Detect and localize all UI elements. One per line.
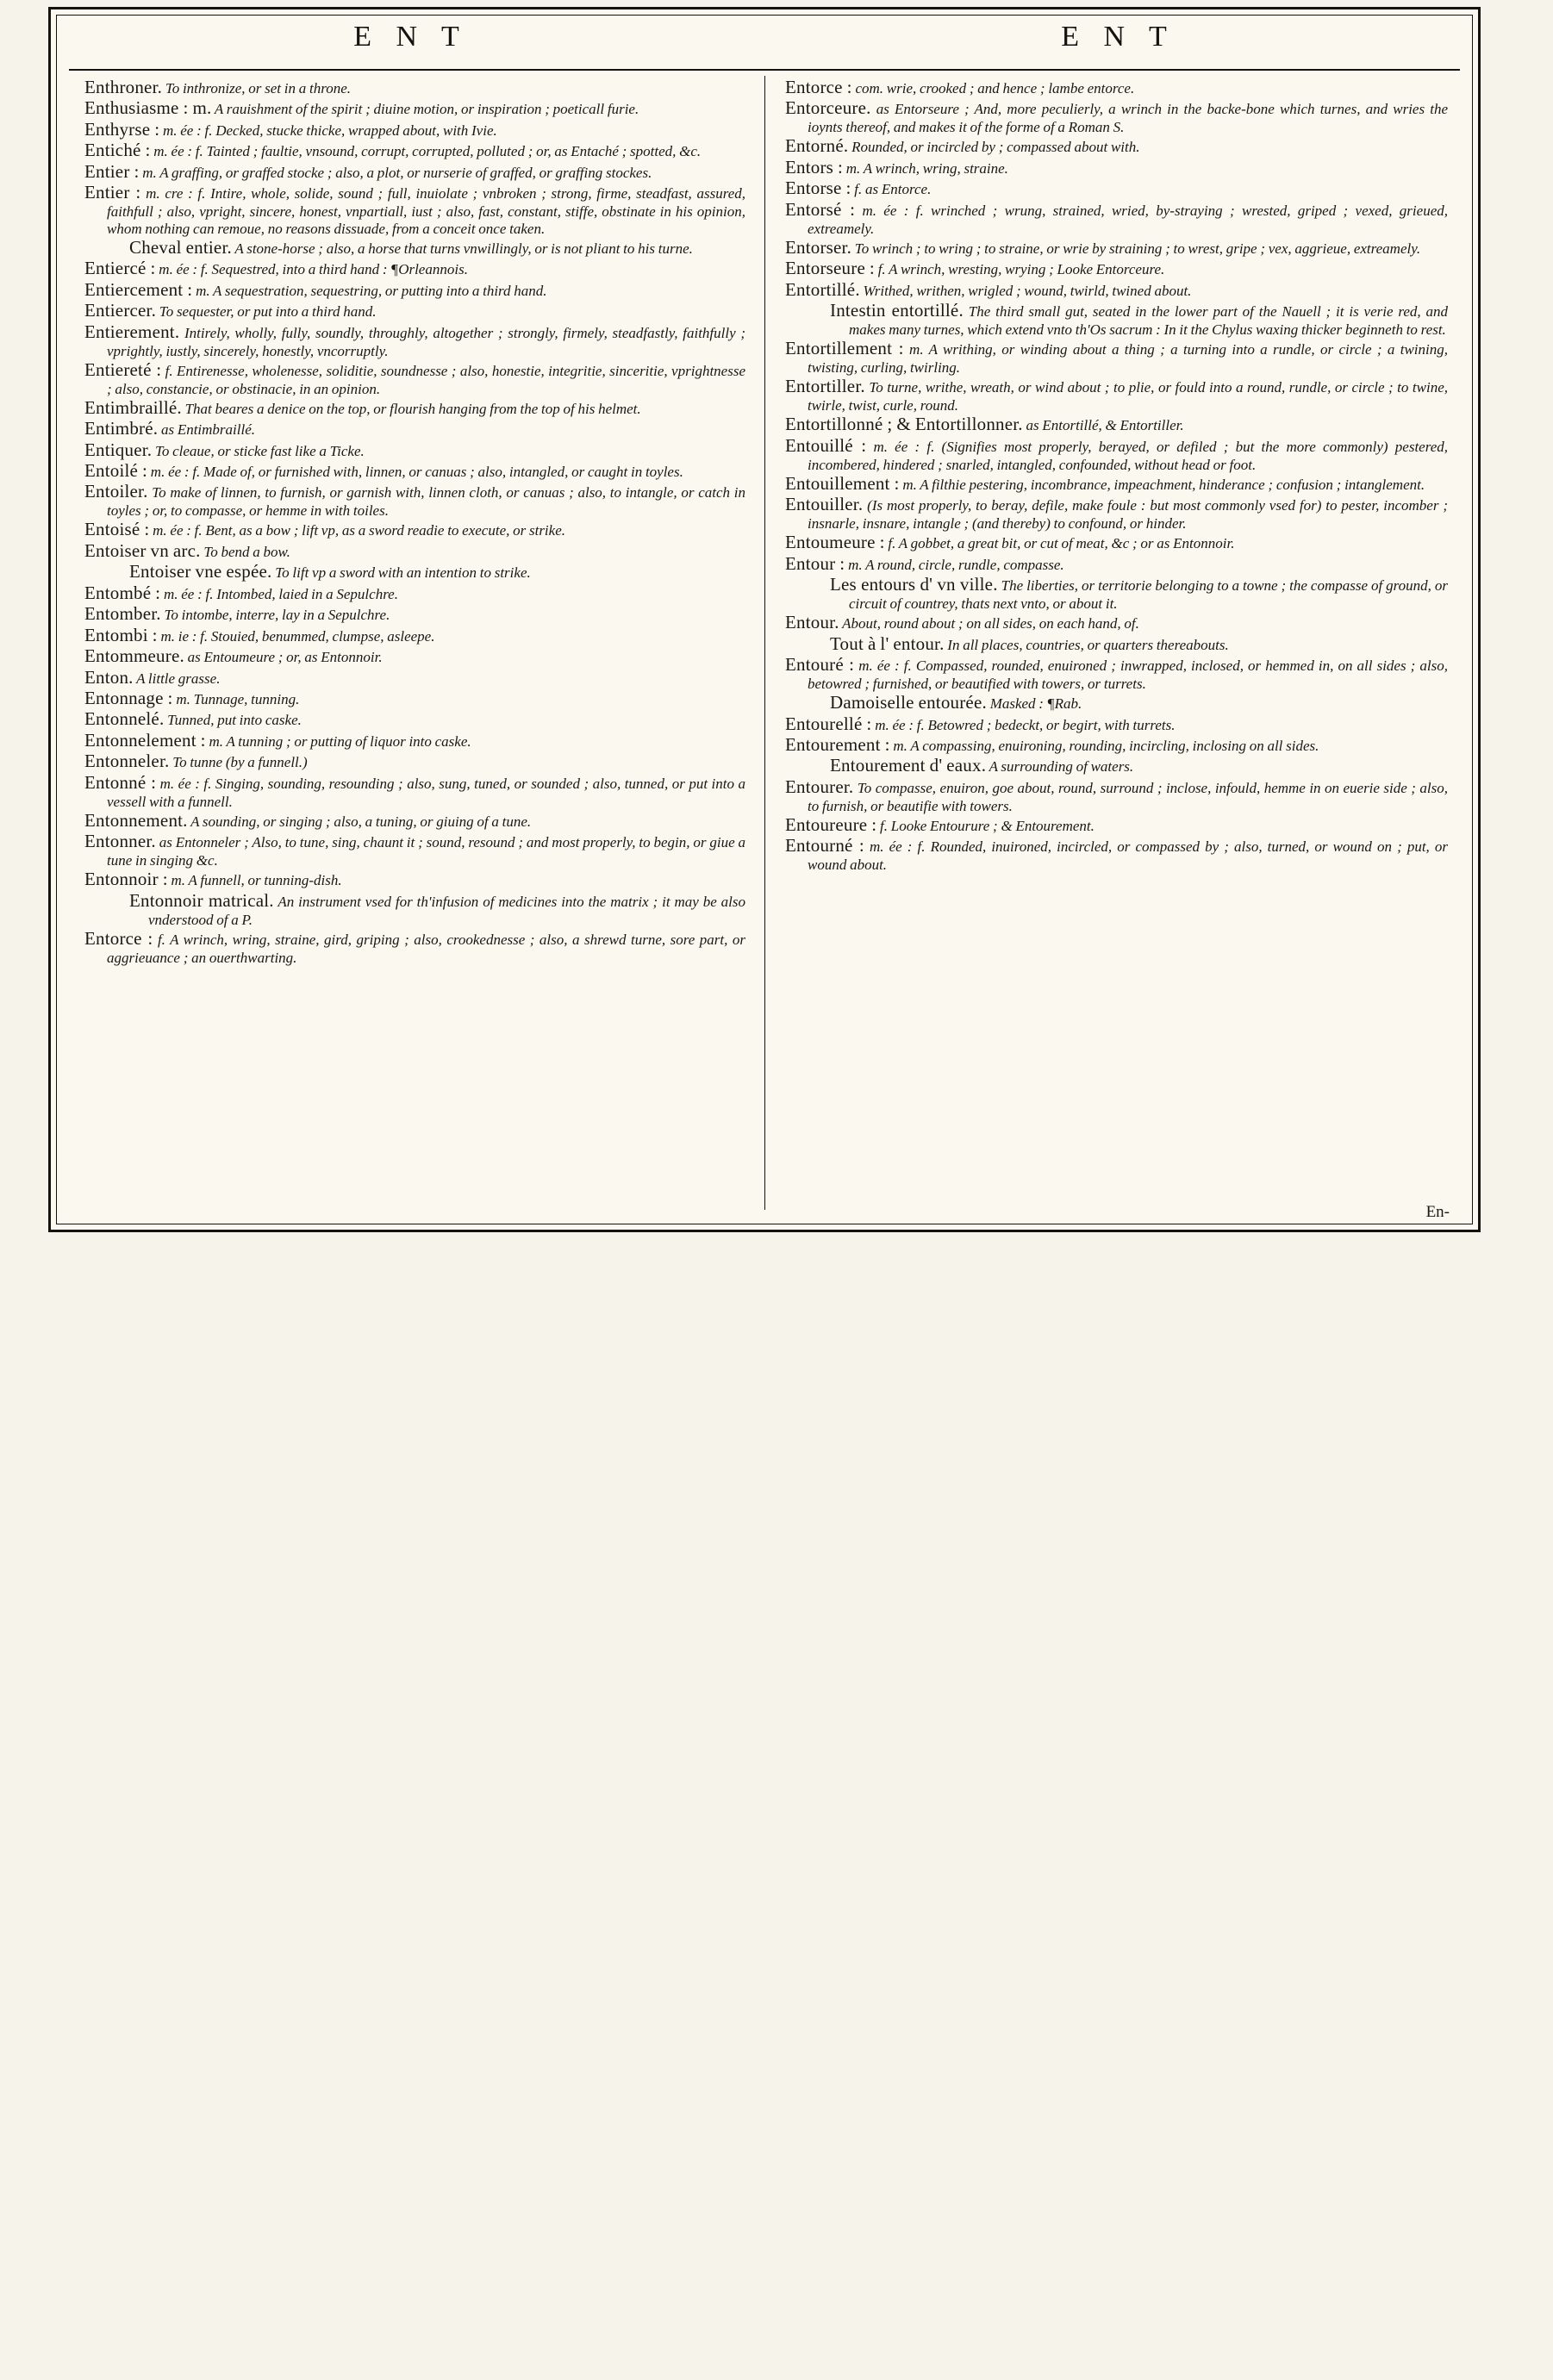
entry-headword: Entortillonné ; & Entortillonner. — [785, 414, 1023, 435]
entry-headword: Entortillement : — [785, 338, 904, 359]
entry-definition: About, round about ; on all sides, on each hand, of. — [839, 615, 1139, 632]
entry-headword: Entiquer. — [84, 439, 153, 460]
entry-definition: as Entonneler ; Also, to tune, sing, chaunt it ; sound, resound ; and most properly, to begin, or giue a tune in singing &c. — [107, 834, 745, 869]
entry-headword: Entourement : — [785, 733, 890, 755]
entry-definition: A stone-horse ; also, a horse that turns vnwillingly, or is not pliant to his turne. — [231, 240, 693, 257]
dictionary-entry — [84, 183, 745, 237]
entry-definition: as Entimbraillé. — [158, 421, 256, 439]
running-head-right: E N T — [1061, 21, 1176, 53]
entry-definition: f. A gobbet, a great bit, or cut of meat, &c ; or as Entonnoir. — [884, 535, 1235, 552]
dictionary-entry — [785, 735, 1448, 756]
dictionary-entry — [84, 869, 745, 890]
dictionary-entry — [808, 693, 1448, 713]
entry-definition: m. A sequestration, sequestring, or putting into a third hand. — [192, 282, 547, 299]
dictionary-entry — [84, 688, 745, 709]
entry-definition: m. ée : f. Singing, sounding, resounding ; also, sung, tuned, or sounded ; also, tunned, or put into a vessell with a funnell. — [107, 775, 745, 810]
entry-headword: Entier : — [84, 160, 140, 182]
entry-headword: Entors : — [785, 156, 844, 178]
entry-headword: Entoiler. — [84, 481, 148, 502]
entry-headword: Entoiser vne espée. — [129, 561, 272, 583]
entry-definition: m. A compassing, enuironing, rounding, incircling, inclosing on all sides. — [889, 737, 1319, 754]
entry-headword: Entouiller. — [785, 494, 864, 515]
entry-headword: Enthroner. — [84, 77, 163, 97]
entry-headword: Entorce : — [785, 77, 852, 97]
dictionary-entry — [785, 136, 1448, 157]
entry-definition: m. A graffing, or graffed stocke ; also, a plot, or nurserie of graffed, or graffing stockes. — [139, 164, 652, 181]
entry-definition: com. wrie, crooked ; and hence ; lambe entorce. — [851, 80, 1135, 97]
entry-definition: Intirely, wholly, fully, soundly, throughly, altogether ; strongly, firmely, steadfastly, faithfully ; vprightly, iustly, sincerely, honestly, vncorruptly. — [107, 324, 745, 359]
entry-definition: m. ée : f. Compassed, rounded, enuironed ; inwrapped, inclosed, or hemmed in, on all sides ; also, betowred ; furnished, or beautified with towers, or turrets. — [808, 657, 1448, 692]
entry-definition: m. ée : f. Intombed, laied in a Sepulchre. — [160, 585, 398, 602]
entry-definition: A sounding, or singing ; also, a tuning, or giuing of a tune. — [187, 813, 532, 830]
entry-definition: The third small gut, seated in the lower part of the Nauell ; it is verie red, and makes many turnes, which extend vnto th'Os sacrum : In it the Chylus waxing thicker beginneth to rest. — [849, 303, 1448, 339]
dictionary-entry — [785, 259, 1448, 279]
page-frame — [48, 7, 1481, 1232]
entry-headword: Entonnelé. — [84, 708, 165, 730]
entry-headword: Entiercé : — [84, 258, 156, 279]
dictionary-entry — [107, 562, 745, 583]
entry-headword: Entorceure. — [785, 97, 871, 119]
entry-definition: The liberties, or territorie belonging to a towne ; the compasse of ground, or circuit of countrey, thats next vnto, or about it. — [849, 577, 1448, 613]
dictionary-entry — [84, 322, 745, 360]
entry-headword: Entimbré. — [84, 418, 159, 439]
dictionary-entry — [84, 440, 745, 461]
entry-definition: m. ée : f. wrinched ; wrung, strained, wried, by-straying ; wrested, griped ; vexed, grieued, extreamely. — [808, 202, 1448, 237]
entry-headword: Entiercement : — [84, 278, 193, 300]
entry-headword: Entouillé : — [785, 434, 867, 456]
entry-definition: A surrounding of waters. — [986, 758, 1134, 776]
column-right — [764, 78, 1456, 1215]
entry-headword: Entorser. — [785, 236, 852, 258]
entry-headword: Entorse : — [785, 178, 851, 199]
entry-headword: Entonnelement : — [84, 729, 206, 751]
page-frame-inner — [56, 15, 1473, 1224]
entry-headword: Entier : — [84, 182, 141, 203]
entry-headword: Entonnage : — [84, 687, 173, 708]
entry-headword: Entombi : — [84, 624, 158, 645]
entry-definition: Writhed, writhen, wrigled ; wound, twirld, twined about. — [859, 282, 1192, 299]
dictionary-entry — [84, 811, 745, 832]
entry-definition: To intombe, interre, lay in a Sepulchre. — [160, 607, 390, 624]
dictionary-entry — [84, 668, 745, 688]
entry-headword: Les entours d' vn ville. — [830, 574, 998, 595]
entry-definition: To compasse, enuiron, goe about, round, surround ; inclose, infould, hemme in on euerie side ; also, to furnish, or beautifie with towers. — [808, 779, 1448, 814]
entry-headword: Entierement. — [84, 321, 180, 342]
entry-headword: Entourer. — [785, 776, 854, 797]
dictionary-entry — [785, 815, 1448, 836]
entry-definition: f. as Entorce. — [851, 181, 932, 198]
entry-headword: Entorseure : — [785, 258, 875, 279]
entry-headword: Tout à l' entour. — [830, 632, 945, 654]
dictionary-entry — [84, 398, 745, 419]
entry-definition: m. ée : f. Betowred ; bedeckt, or begirt, with turrets. — [871, 716, 1176, 733]
entry-headword: Enthusiasme : m. — [84, 97, 212, 119]
dictionary-entry — [84, 583, 745, 604]
entry-definition: To wrinch ; to wring ; to straine, or wrie by straining ; to wrest, gripe ; vex, aggrieue, extreamely. — [851, 240, 1421, 257]
dictionary-entry — [785, 554, 1448, 575]
entry-headword: Entortillé. — [785, 278, 860, 300]
entry-headword: Entiercer. — [84, 300, 157, 321]
entry-headword: Entorsé : — [785, 198, 856, 220]
entry-definition: To bend a bow. — [200, 543, 290, 560]
dictionary-entry — [84, 98, 745, 119]
column-left — [72, 78, 764, 1215]
entry-headword: Entoumeure : — [785, 532, 885, 553]
dictionary-entry — [785, 78, 1448, 98]
entry-headword: Entouré : — [785, 654, 855, 676]
entry-headword: Entombé : — [84, 582, 161, 603]
dictionary-entry — [785, 238, 1448, 259]
entry-definition: Masked : ¶Rab. — [986, 695, 1082, 713]
entry-headword: Entimbraillé. — [84, 396, 182, 418]
entry-headword: Entorce : — [84, 927, 153, 949]
entry-definition: To lift vp a sword with an intention to strike. — [271, 564, 531, 582]
entry-headword: Entonneler. — [84, 751, 170, 772]
entry-headword: Intestin entortillé. — [830, 300, 964, 321]
dictionary-entry — [785, 436, 1448, 474]
dictionary-entry — [84, 832, 745, 869]
entry-definition: To sequester, or put into a third hand. — [156, 303, 377, 321]
entry-headword: Cheval entier. — [129, 236, 232, 258]
entry-definition: m. A round, circle, rundle, compasse. — [845, 556, 1064, 573]
dictionary-entry — [785, 280, 1448, 301]
dictionary-entry — [107, 891, 745, 929]
entry-definition: m. cre : f. Intire, whole, solide, sound ; full, inuiolate ; vnbroken ; strong, firme, steadfast, assured, faithfull ; also, vpright, sincere, honest, vnpartiall, iust ; also, fast, constant, stiffe, obstinate in his opinion, whom nothing can remoue, no reasons dissuade, from a conceit once taken. — [107, 185, 745, 237]
entry-headword: Enton. — [84, 666, 134, 688]
dictionary-entry — [84, 162, 745, 183]
dictionary-entry — [84, 626, 745, 646]
dictionary-entry — [84, 751, 745, 772]
entry-headword: Entonné : — [84, 771, 157, 793]
dictionary-entry — [785, 613, 1448, 633]
dictionary-entry — [808, 575, 1448, 613]
dictionary-entry — [808, 634, 1448, 655]
entry-definition: Tunned, put into caske. — [164, 712, 302, 729]
entry-definition: A rauishment of the spirit ; diuine motion, or inspiration ; poeticall furie. — [211, 101, 639, 118]
dictionary-entry — [808, 301, 1448, 339]
running-heads — [57, 21, 1472, 65]
dictionary-entry — [84, 419, 745, 439]
entry-definition: To cleaue, or sticke fast like a Ticke. — [152, 442, 365, 459]
dictionary-entry — [785, 836, 1448, 874]
dictionary-entry — [785, 533, 1448, 553]
entry-definition: To tunne (by a funnell.) — [169, 754, 308, 771]
entry-definition: m. ée : f. Rounded, inuironed, incircled, or compassed by ; also, turned, or wound on ; put, or wound about. — [808, 838, 1448, 874]
entry-definition: f. A wrinch, wring, straine, gird, griping ; also, crookednesse ; also, a shrewd turne, sore part, or aggrieuance ; an ouerthwarting. — [107, 931, 745, 966]
entry-headword: Entonnoir : — [84, 869, 168, 890]
dictionary-entry — [84, 604, 745, 625]
dictionary-entry — [84, 301, 745, 321]
dictionary-entry — [84, 482, 745, 520]
entry-definition: as Entoumeure ; or, as Entonnoir. — [184, 649, 383, 666]
dictionary-entry — [84, 773, 745, 811]
entry-headword: Entommeure. — [84, 645, 184, 667]
entry-definition: as Entorseure ; And, more peculierly, a wrinch in the backe-bone which turnes, and wries the ioynts thereof, and makes it of the forme of a Roman S. — [808, 101, 1448, 136]
entry-definition: A little grasse. — [133, 670, 221, 687]
entry-headword: Entonner. — [84, 831, 156, 852]
entry-headword: Damoiselle entourée. — [830, 692, 987, 713]
dictionary-entry — [84, 709, 745, 730]
dictionary-entry — [84, 461, 745, 482]
dictionary-entry — [785, 777, 1448, 815]
entry-headword: Entortiller. — [785, 376, 865, 397]
entry-headword: Entoilé : — [84, 460, 148, 481]
dictionary-entry — [785, 158, 1448, 178]
entry-definition: In all places, countries, or quarters thereabouts. — [944, 636, 1229, 653]
dictionary-entry — [84, 78, 745, 98]
entry-headword: Entoureure : — [785, 813, 877, 835]
entry-headword: Entourement d' eaux. — [830, 755, 987, 776]
columns — [72, 78, 1456, 1215]
entry-definition: To turne, writhe, wreath, or wind about ; to plie, or fould into a round, rundle, or circle ; to twine, twirle, twist, curle, round. — [808, 379, 1448, 414]
entry-definition: f. A wrinch, wresting, wrying ; Looke Entorceure. — [874, 261, 1165, 278]
dictionary-entry — [785, 714, 1448, 735]
header-rule — [69, 69, 1460, 71]
entry-headword: Entoiser vn arc. — [84, 539, 201, 561]
dictionary-entry — [785, 655, 1448, 693]
entry-definition: m. Tunnage, tunning. — [172, 690, 300, 707]
running-head-left: E N T — [353, 21, 468, 53]
entry-headword: Entourné : — [785, 835, 864, 857]
dictionary-entry — [785, 178, 1448, 199]
entry-definition: To inthronize, or set in a throne. — [162, 80, 351, 97]
dictionary-entry — [84, 520, 745, 540]
entry-headword: Entoisé : — [84, 519, 150, 540]
entry-definition: (Is most properly, to beray, defile, make foule : but most commonly vsed for) to pester, incomber ; insnarle, insnare, intangle ; (and thereby) to confound, or hinder. — [808, 497, 1448, 533]
dictionary-entry — [84, 646, 745, 667]
entry-definition: m. A tunning ; or putting of liquor into caske. — [205, 732, 471, 750]
entry-definition: as Entortillé, & Entortiller. — [1022, 417, 1184, 434]
entry-definition: m. ée : f. Tainted ; faultie, vnsound, corrupt, corrupted, polluted ; or, as Entaché ; spotted, &c. — [150, 143, 702, 160]
entry-definition: m. ée : f. Bent, as a bow ; lift vp, as a sword readie to execute, or strike. — [149, 522, 565, 539]
entry-definition: An instrument vsed for th'infusion of medicines into the matrix ; it may be also vnderstood of a P. — [148, 893, 745, 928]
entry-headword: Entour. — [785, 612, 839, 633]
dictionary-entry — [785, 98, 1448, 136]
dictionary-entry — [808, 756, 1448, 776]
entry-definition: m. A filthie pestering, incombrance, impeachment, hinderance ; confusion ; intanglement. — [899, 476, 1425, 493]
dictionary-entry — [785, 339, 1448, 377]
dictionary-entry — [785, 377, 1448, 414]
dictionary-entry — [84, 280, 745, 301]
dictionary-entry — [84, 140, 745, 161]
dictionary-entry — [84, 259, 745, 279]
dictionary-entry — [785, 495, 1448, 533]
entry-headword: Entouillement : — [785, 472, 900, 494]
entry-headword: Entour : — [785, 552, 845, 574]
entry-definition: That beares a denice on the top, or flourish hanging from the top of his helmet. — [181, 400, 641, 417]
entry-definition: f. Looke Entourure ; & Entourement. — [876, 817, 1095, 834]
catchword: En- — [1425, 1203, 1450, 1221]
dictionary-entry — [84, 731, 745, 751]
entry-headword: Entorné. — [785, 135, 849, 157]
entry-headword: Entiereté : — [84, 358, 162, 380]
entry-definition: f. Entirenesse, wholenesse, soliditie, soundnesse ; also, honestie, integritie, sinceritie, vprightnesse ; also, constancie, or obstinacie, in an opinion. — [107, 362, 745, 397]
entry-definition: To make of linnen, to furnish, or garnish with, linnen cloth, or canuas ; also, to intangle, or catch in toyles ; or, to compasse, or hemme in with toiles. — [107, 484, 745, 520]
dictionary-entry — [84, 929, 745, 967]
entry-definition: m. ée : f. Decked, stucke thicke, wrapped about, with Ivie. — [159, 121, 497, 139]
entry-definition: m. ée : f. Sequestred, into a third hand : ¶Orleannois. — [155, 261, 468, 278]
entry-headword: Entomber. — [84, 603, 161, 625]
entry-headword: Entonnement. — [84, 809, 188, 831]
entry-definition: m. ie : f. Stouied, benummed, clumpse, asleepe. — [157, 627, 435, 645]
dictionary-entry — [107, 238, 745, 259]
dictionary-entry — [84, 360, 745, 398]
entry-definition: Rounded, or incircled by ; compassed about with. — [848, 139, 1140, 156]
entry-definition: m. ée : f. Made of, or furnished with, linnen, or canuas ; also, intangled, or caught in toyles. — [147, 464, 683, 480]
dictionary-entry — [84, 120, 745, 140]
dictionary-entry — [785, 474, 1448, 495]
entry-definition: m. ée : f. (Signifies most properly, berayed, or defiled ; but the more commonly) pestered, incombered, hindered ; snarled, intangled, confounded, without head or foot. — [808, 438, 1448, 473]
entry-definition: m. A writhing, or winding about a thing ; a turning into a rundle, or circle ; a twining, twisting, curling, twirling. — [808, 341, 1449, 377]
dictionary-entry — [84, 541, 745, 562]
entry-headword: Entonnoir matrical. — [129, 889, 274, 911]
dictionary-entry — [785, 414, 1448, 435]
dictionary-entry — [785, 200, 1448, 238]
entry-definition: m. A wrinch, wring, straine. — [843, 159, 1008, 177]
entry-headword: Enthyrse : — [84, 118, 160, 140]
entry-headword: Entiché : — [84, 140, 151, 161]
entry-definition: m. A funnell, or tunning-dish. — [167, 872, 342, 889]
entry-headword: Entourellé : — [785, 713, 872, 734]
